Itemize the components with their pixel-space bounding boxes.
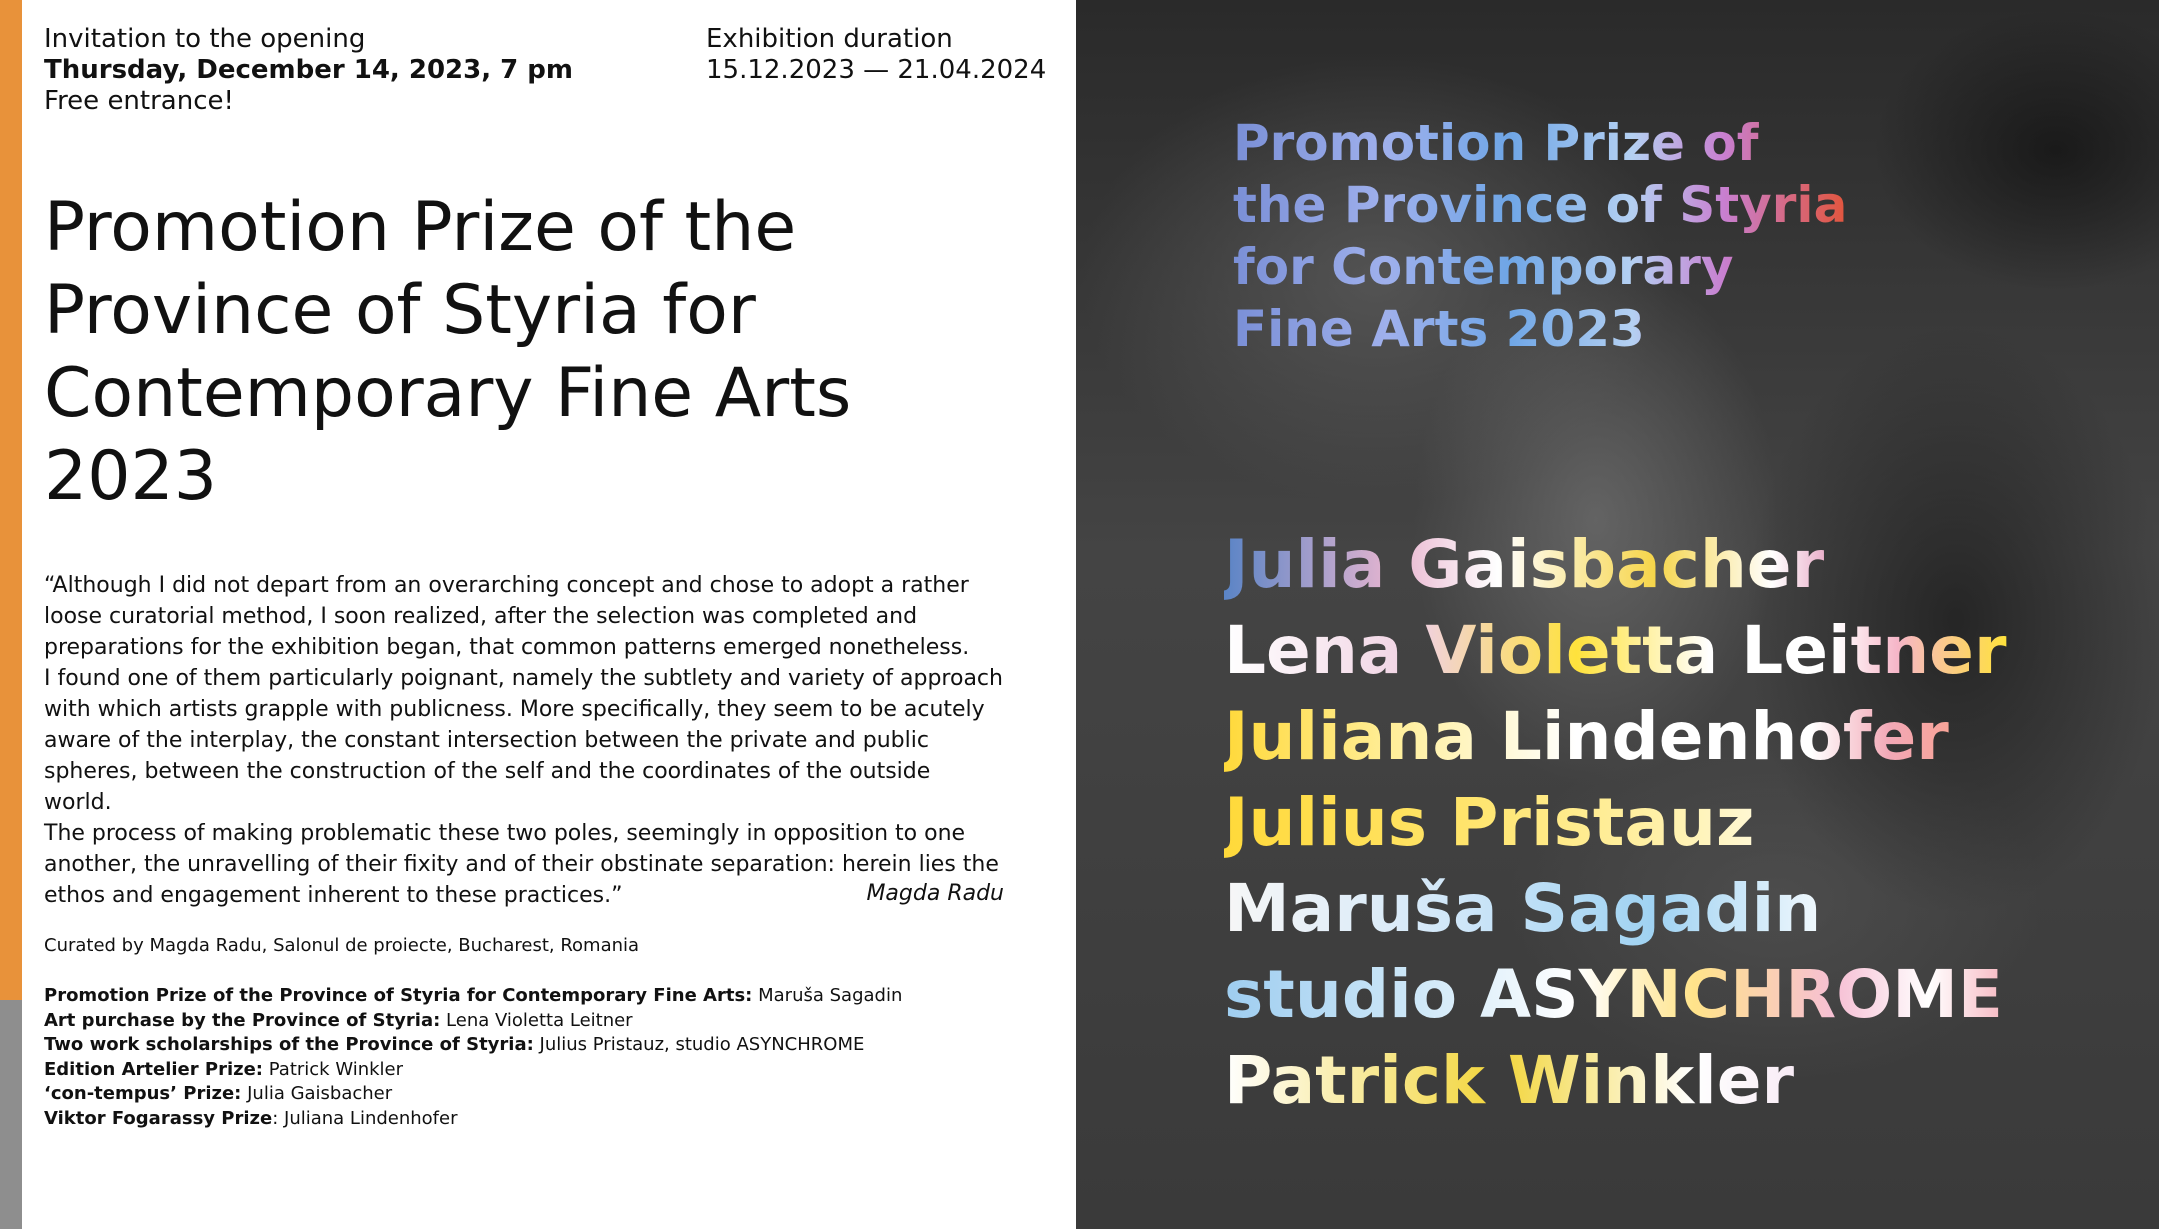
- artist-name: Patrick Winkler: [1224, 1038, 2007, 1124]
- artist-name: Maruša Sagadin: [1224, 866, 2007, 952]
- prize-row: [44, 1082, 902, 1107]
- prize-name: Edition Artelier Prize:: [44, 1058, 264, 1080]
- title-line: 2023: [44, 437, 218, 516]
- poster-title-line: Fine Arts 2023: [1233, 300, 1645, 358]
- quote-author: Magda Radu: [866, 881, 1004, 906]
- prize-name: Viktor Fogarassy Prize: [44, 1107, 273, 1129]
- poster-title-line: Promotion Prize of: [1233, 114, 1759, 172]
- prize-winner: Maruša Sagadin: [752, 985, 903, 1006]
- poster-title-line: the Province of Styria: [1233, 176, 1848, 234]
- prize-row: [44, 984, 902, 1009]
- curated-by: Curated by Magda Radu, Salonul de proiecte, Bucharest, Romania: [44, 935, 640, 956]
- prize-row: [44, 1107, 902, 1132]
- quote-line: another, the unravelling of their fixity and of their obstinate separation: herein lies the: [44, 852, 999, 877]
- artist-name: Juliana Lindenhofer: [1224, 694, 2007, 780]
- prize-winner: Julius Pristauz, studio ASYNCHROME: [533, 1034, 865, 1055]
- quote-line: with which artists grapple with publicness. More specifically, they seem to be acutely: [44, 697, 985, 722]
- invitation-label: Invitation to the opening: [44, 24, 366, 54]
- gray-accent-strip: [0, 1000, 22, 1229]
- opening-info: [44, 24, 573, 117]
- exhibition-duration: [706, 24, 1046, 86]
- poster-panel: [1076, 0, 2159, 1229]
- quote-line: spheres, between the construction of the self and the coordinates of the outside world.: [44, 759, 931, 815]
- prize-winner: Patrick Winkler: [263, 1058, 404, 1080]
- artist-name: studio ASYNCHROME: [1224, 952, 2007, 1038]
- prize-name: ‘con-tempus’ Prize:: [44, 1083, 242, 1104]
- prize-name: Promotion Prize of the Province of Styria for Contemporary Fine Arts:: [44, 985, 753, 1006]
- quote-line: “Although I did not depart from an overarching concept and chose to adopt a rather: [44, 573, 969, 598]
- title-line: Contemporary Fine Arts: [44, 354, 852, 433]
- orange-accent-strip: [0, 0, 22, 1000]
- artist-name: Lena Violetta Leitner: [1224, 608, 2007, 694]
- quote-line: loose curatorial method, I soon realized, after the selection was completed and: [44, 604, 918, 629]
- duration-label: Exhibition duration: [706, 24, 953, 54]
- prize-row: [44, 1033, 902, 1058]
- exhibition-title: [44, 186, 904, 518]
- prize-winner: Julia Gaisbacher: [241, 1083, 393, 1104]
- quote-line: preparations for the exhibition began, that common patterns emerged nonetheless.: [44, 635, 970, 660]
- prize-row: [44, 1058, 902, 1083]
- prize-winner: : Juliana Lindenhofer: [272, 1107, 458, 1129]
- prize-winner: Lena Violetta Leitner: [440, 1009, 633, 1031]
- title-line: Province of Styria for: [44, 271, 756, 350]
- quote-line: aware of the interplay, the constant intersection between the private and public: [44, 728, 929, 753]
- poster-title-line: for Contemporary: [1233, 238, 1734, 296]
- prize-row: [44, 1009, 902, 1034]
- duration-dates: 15.12.2023 — 21.04.2024: [706, 55, 1047, 85]
- prize-name: Two work scholarships of the Province of Styria:: [44, 1034, 534, 1055]
- artist-list: [1224, 522, 2007, 1124]
- prize-list: [44, 984, 902, 1131]
- prize-name: Art purchase by the Province of Styria:: [44, 1009, 441, 1031]
- quote-line: ethos and engagement inherent to these practices.”: [44, 883, 623, 908]
- quote-line: The process of making problematic these two poles, seemingly in opposition to one: [44, 821, 966, 846]
- opening-datetime: Thursday, December 14, 2023, 7 pm: [44, 55, 573, 85]
- artist-name: Julius Pristauz: [1224, 780, 2007, 866]
- poster-title: [1233, 112, 1847, 360]
- artist-name: Julia Gaisbacher: [1224, 522, 2007, 608]
- quote-line: I found one of them particularly poignant, namely the subtlety and variety of approach: [44, 666, 1003, 691]
- title-line: Promotion Prize of the: [44, 188, 797, 267]
- entrance-note: Free entrance!: [44, 86, 234, 116]
- curator-quote: [44, 570, 1004, 911]
